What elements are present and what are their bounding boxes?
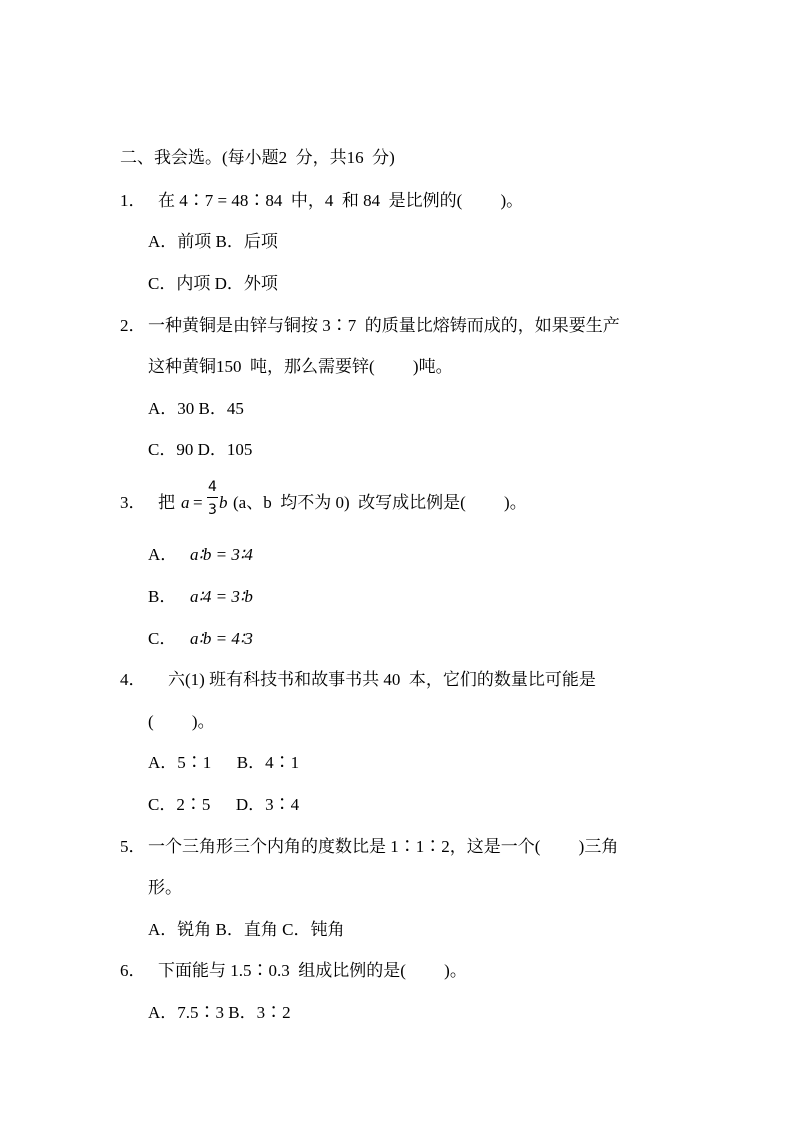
question-3-fraction-denominator: 3 xyxy=(208,502,217,518)
question-3-option-b-expr: a∶4 = 3∶b xyxy=(190,587,253,606)
question-5-text-line-1: 一个三角形三个内角的度数比是 1∶1∶2，这是一个( )三角 xyxy=(148,837,619,856)
question-3-number: 3． xyxy=(120,493,146,512)
question-2-number: 2． xyxy=(120,316,146,335)
question-3-option-a-label: A． xyxy=(148,545,178,564)
question-4-option-row-2: C．2∶5 D．3∶4 xyxy=(148,795,300,814)
question-3-var-a: a xyxy=(181,493,190,512)
question-5-number: 5． xyxy=(120,837,146,856)
question-5-text-line-2: 形。 xyxy=(148,878,182,897)
question-1-number: 1． xyxy=(120,191,146,210)
question-5-option-row-1: A．锐角 B．直角 C．钝角 xyxy=(148,920,345,939)
question-2-option-row-2: C．90 D．105 xyxy=(148,440,253,459)
question-3-post: (a、b 均不为 0) 改写成比例是( )。 xyxy=(233,493,527,512)
question-3-fraction-numerator: 4 xyxy=(208,479,217,495)
question-3-equals: = xyxy=(193,493,203,512)
question-3-fraction-bar xyxy=(207,497,218,498)
question-6-option-row-1: A．7.5∶3 B．3∶2 xyxy=(148,1003,291,1022)
question-1-text: 在 4∶7 = 48∶84 中，4 和 84 是比例的( )。 xyxy=(158,191,524,210)
question-3-option-c-expr: a∶b = 4∶3 xyxy=(190,629,253,648)
question-4-number: 4． xyxy=(120,670,146,689)
question-1-option-row-1: A．前项 B．后项 xyxy=(148,232,278,251)
question-3-pre: 把 xyxy=(158,493,175,512)
question-4-text-line-2: ( )。 xyxy=(148,712,215,731)
question-1-option-row-2: C．内项 D．外项 xyxy=(148,274,278,293)
question-6-text: 下面能与 1.5∶0.3 组成比例的是( )。 xyxy=(158,961,467,980)
question-3-option-a-expr: a∶b = 3∶4 xyxy=(190,545,253,564)
question-3-var-b: b xyxy=(219,493,228,512)
question-4-option-row-1: A．5∶1 B．4∶1 xyxy=(148,753,300,772)
question-4-text-line-1: 六(1) 班有科技书和故事书共 40 本，它们的数量比可能是 xyxy=(168,670,596,689)
section-heading: 二、我会选。(每小题2 分，共16 分) xyxy=(120,148,395,167)
question-2-option-row-1: A．30 B．45 xyxy=(148,399,244,418)
question-2-text-line-2: 这种黄铜150 吨，那么需要锌( )吨。 xyxy=(148,357,453,376)
question-3-option-b-label: B． xyxy=(148,587,177,606)
question-3-option-c-label: C． xyxy=(148,629,177,648)
question-2-text-line-1: 一种黄铜是由锌与铜按 3∶7 的质量比熔铸而成的，如果要生产 xyxy=(148,316,620,335)
question-6-number: 6． xyxy=(120,961,146,980)
